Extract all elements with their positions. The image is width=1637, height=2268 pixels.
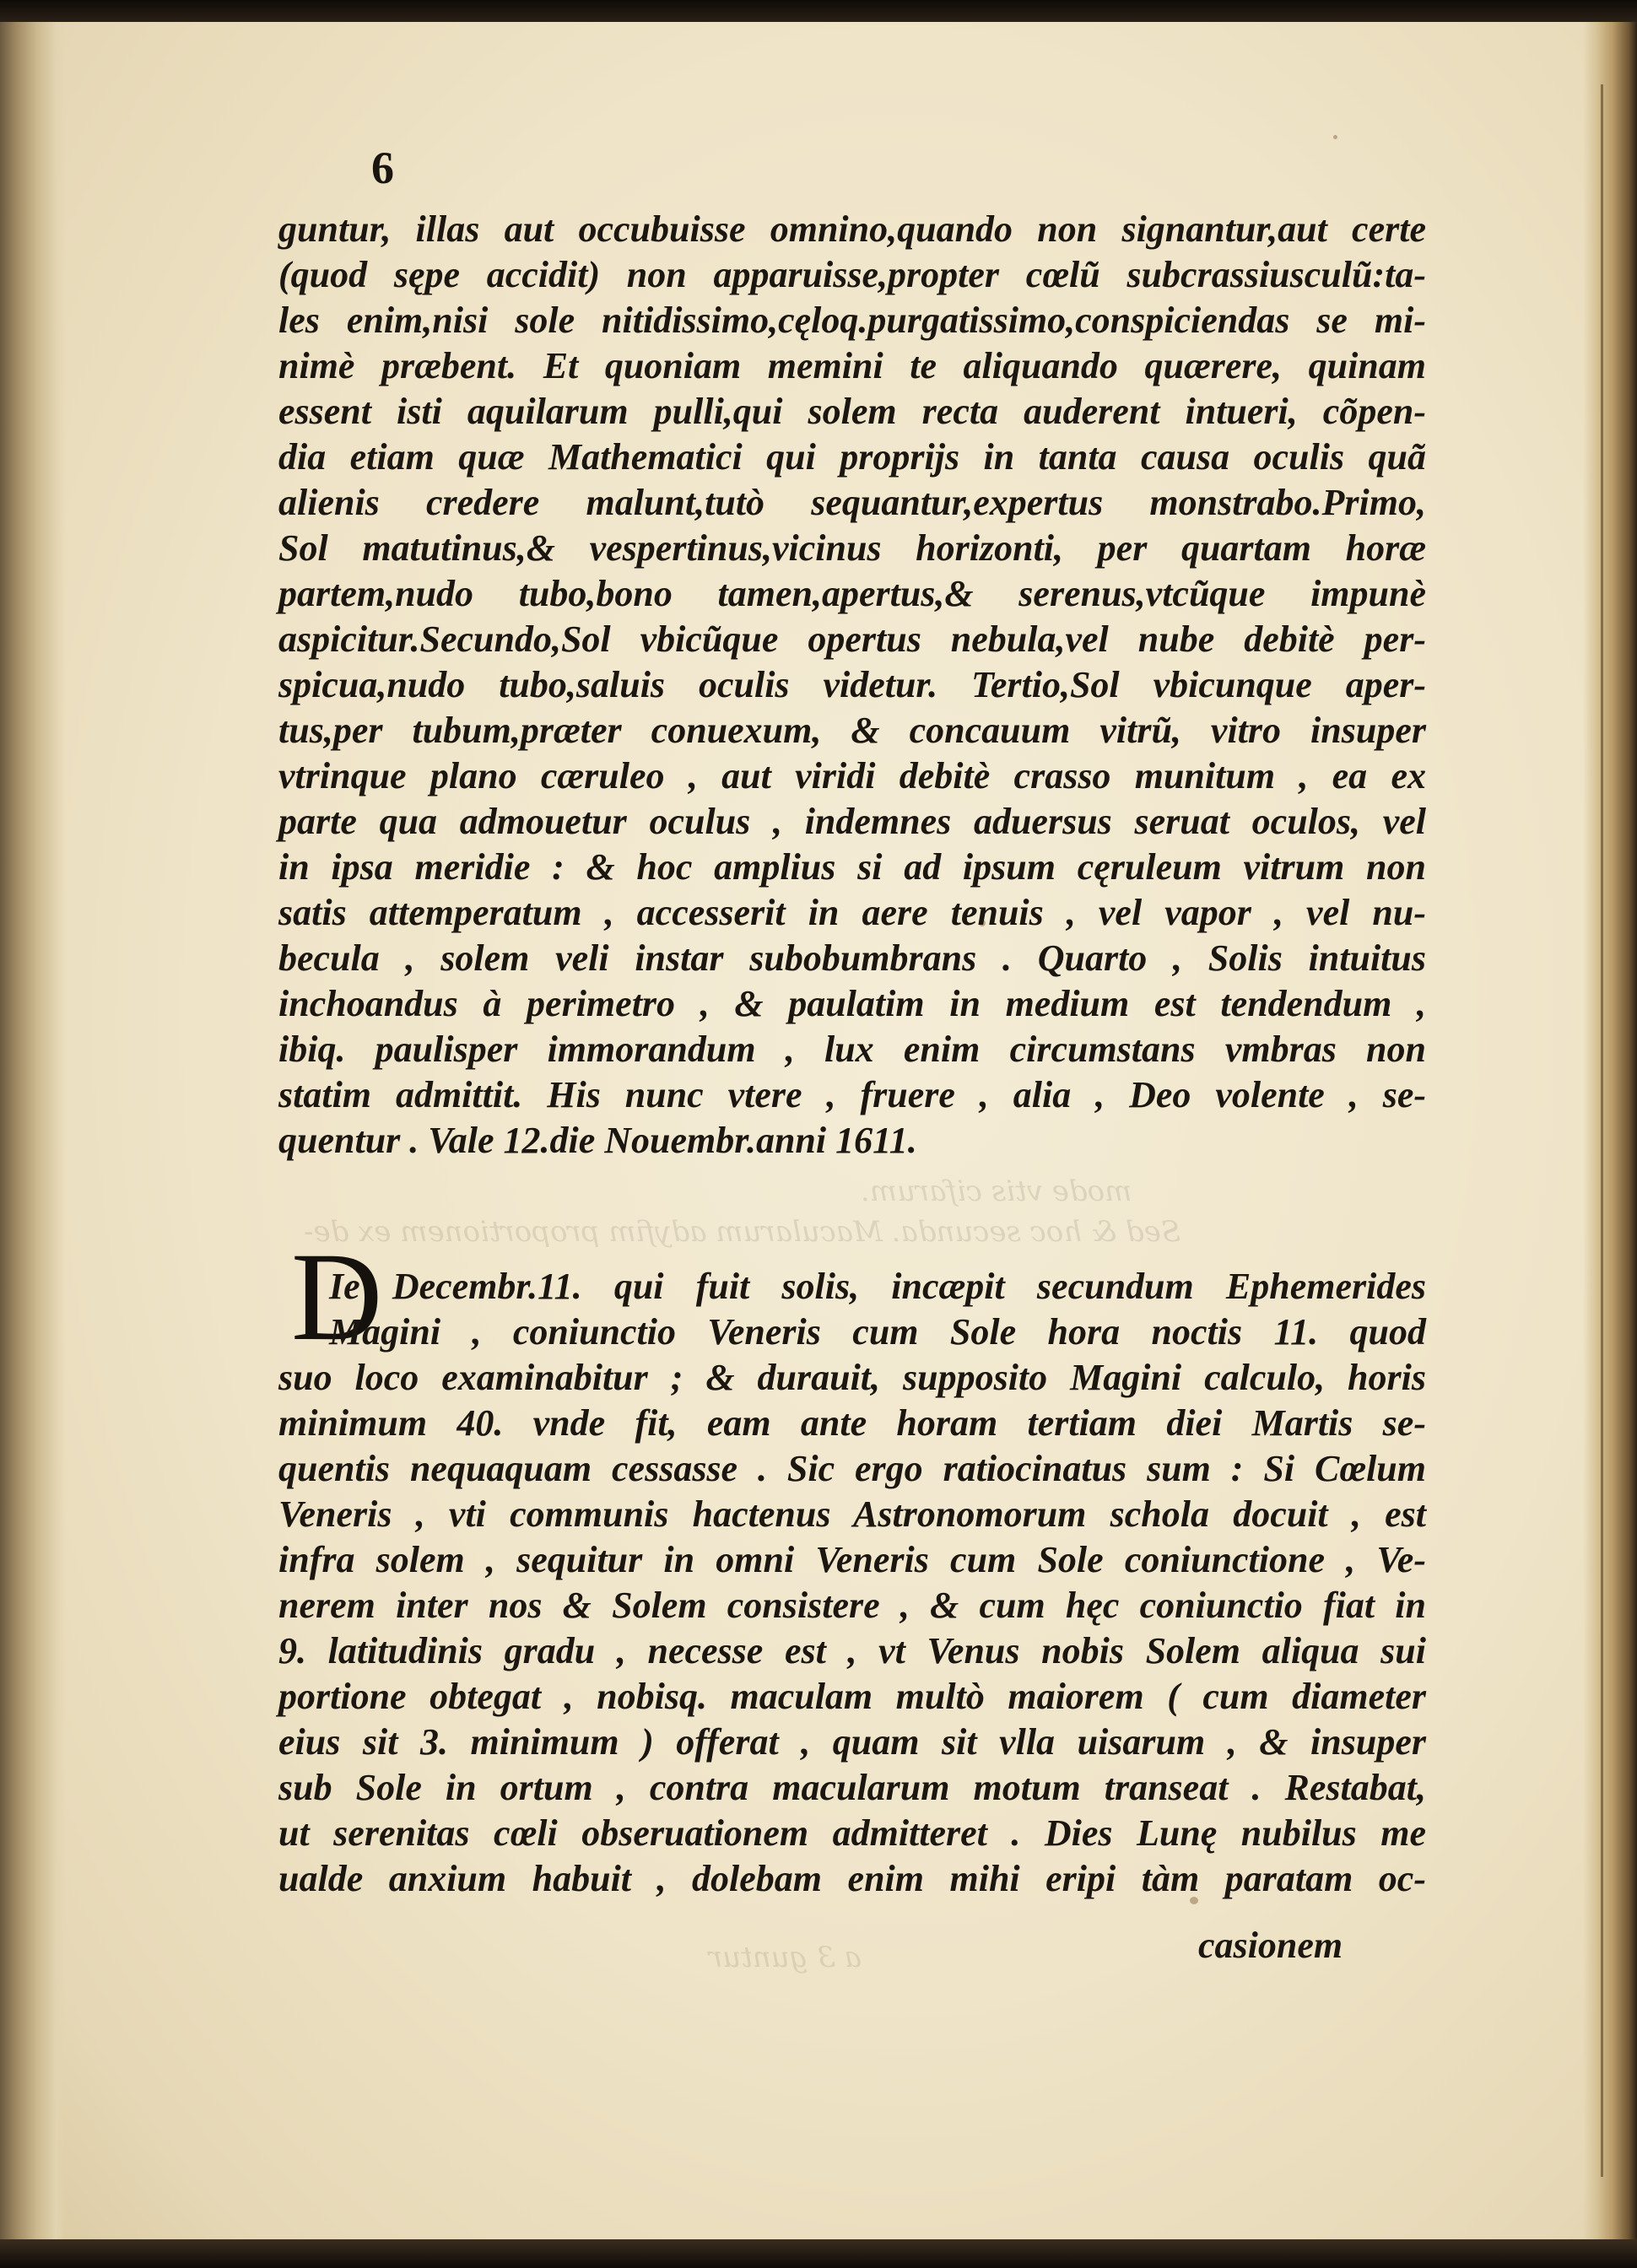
show-through-line: Sed & hoc secunda. Macularum adyfim proportionem ex de- (304, 1215, 1181, 1249)
show-through-line: mode vtis cifarum. (861, 1174, 1132, 1208)
text-line: inchoandus à perimetro , & paulatim in medium est tendendum , (278, 983, 1426, 1024)
text-line: portione obtegat , nobisq. maculam multò maiorem ( cum diameter (278, 1676, 1426, 1717)
text-line: (quod sępe accidit) non apparuisse,propter cœlũ subcrassiusculũ:ta- (278, 254, 1426, 295)
page-number: 6 (371, 143, 394, 193)
show-through-line: a 3 guntur (709, 1941, 862, 1974)
text-line: quentis nequaquam cessasse . Sic ergo ratiocinatus sum : Si Cœlum (278, 1448, 1426, 1489)
scan-bottom-edge (0, 2239, 1637, 2268)
text-line: aspicitur.Secundo,Sol vbicũque opertus nebula,vel nube debitè per- (278, 618, 1426, 660)
text-line: statim admittit. His nunc vtere , fruere , alia , Deo volente , se- (278, 1074, 1426, 1115)
text-line: Sol matutinus,& vespertinus,vicinus horizonti, per quartam horæ (278, 527, 1426, 569)
text-line: guntur, illas aut occubuisse omnino,quando non signantur,aut certe (278, 208, 1426, 250)
text-line: alienis credere malunt,tutò sequantur,expertus monstrabo.Primo, (278, 482, 1426, 523)
text-line: essent isti aquilarum pulli,qui solem recta auderent intueri, cõpen- (278, 391, 1426, 432)
text-line: in ipsa meridie : & hoc amplius si ad ipsum cęruleum vitrum non (278, 846, 1426, 888)
page-edge-shadow (1601, 84, 1603, 2177)
paragraph-2 (278, 1264, 1426, 1902)
text-line: Veneris , vti communis hactenus Astronomorum schola docuit , est (278, 1493, 1426, 1535)
text-line: parte qua admouetur oculus , indemnes aduersus seruat oculos, vel (278, 801, 1426, 842)
text-line: ut serenitas cœli obseruationem admitteret . Dies Lunę nubilus me (278, 1812, 1426, 1854)
text-line: tus,per tubum,præter conuexum, & concauum vitrũ, vitro insuper (278, 710, 1426, 751)
text-line: Magini , coniunctio Veneris cum Sole hora noctis 11. quod (329, 1311, 1426, 1353)
text-line: nerem inter nos & Solem consistere , & cum hęc coniunctio fiat in (278, 1585, 1426, 1626)
text-line: sub Sole in ortum , contra macularum motum transeat . Restabat, (278, 1767, 1426, 1808)
binding-gutter (0, 22, 66, 2239)
text-line: eius sit 3. minimum ) offerat , quam sit vlla uisarum , & insuper (278, 1721, 1426, 1763)
text-line: ibiq. paulisper immorandum , lux enim circumstans vmbras non (278, 1029, 1426, 1070)
text-line: vtrinque plano cæruleo , aut viridi debitè crasso munitum , ea ex (278, 755, 1426, 796)
text-line: quentur . Vale 12.die Nouembr.anni 1611. (278, 1120, 917, 1161)
text-line: infra solem , sequitur in omni Veneris cum Sole coniunctione , Ve- (278, 1539, 1426, 1580)
text-line: Ie Decembr.11. qui fuit solis, incæpit secundum Ephemerides (329, 1266, 1426, 1307)
text-line: 9. latitudinis gradu , necesse est , vt Venus nobis Solem aliqua sui (278, 1630, 1426, 1671)
catchword: casionem (1198, 1925, 1343, 1966)
text-line: becula , solem veli instar subobumbrans . Quarto , Solis intuitus (278, 937, 1426, 979)
page-fore-edge (1583, 22, 1637, 2239)
drop-cap-initial: D (291, 1227, 383, 1367)
paragraph-1 (278, 207, 1426, 1164)
text-line: suo loco examinabitur ; & durauit, supposito Magini calculo, horis (278, 1357, 1426, 1398)
text-line: partem,nudo tubo,bono tamen,apertus,& serenus,vtcũque impunè (278, 573, 1426, 614)
scan-top-edge (0, 0, 1637, 22)
text-line: les enim,nisi sole nitidissimo,cęloq.purgatissimo,conspiciendas se mi- (278, 300, 1426, 341)
text-line: nimè præbent. Et quoniam memini te aliquando quærere, quinam (278, 345, 1426, 386)
text-line: satis attemperatum , accesserit in aere tenuis , vel vapor , vel nu- (278, 892, 1426, 933)
text-line: dia etiam quæ Mathematici qui proprijs in tanta causa oculis quã (278, 436, 1426, 478)
text-line: ualde anxium habuit , dolebam enim mihi eripi tàm paratam oc- (278, 1858, 1426, 1899)
text-line: minimum 40. vnde fit, eam ante horam tertiam diei Martis se- (278, 1402, 1426, 1444)
text-line: spicua,nudo tubo,saluis oculis videtur. Tertio,Sol vbicunque aper- (278, 664, 1426, 705)
paper-blemish (1333, 135, 1337, 139)
